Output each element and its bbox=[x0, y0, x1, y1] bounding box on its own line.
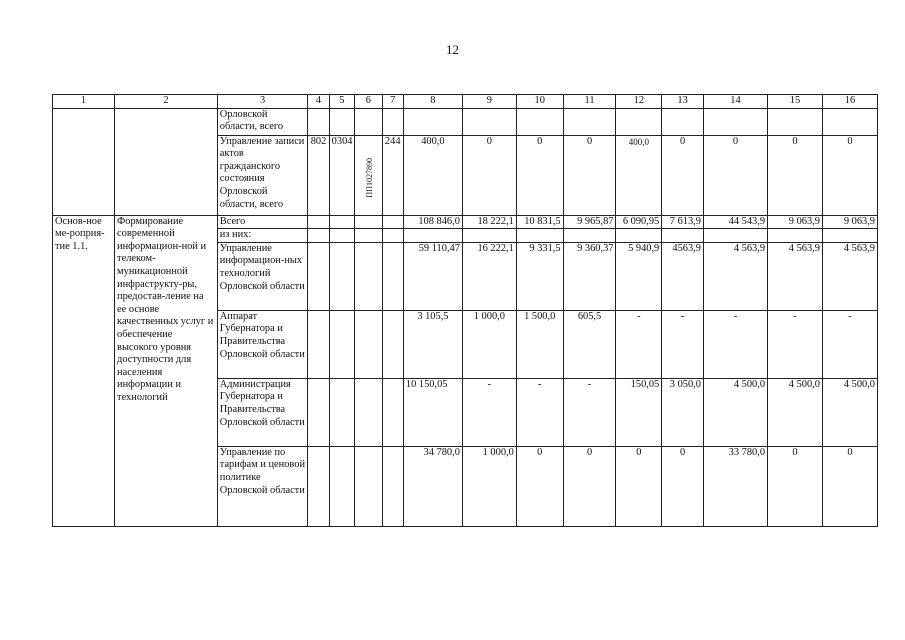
value-cell: - bbox=[616, 310, 662, 378]
value-cell: 4 500,0 bbox=[768, 378, 823, 446]
value-cell: 605,5 bbox=[563, 310, 616, 378]
value-cell: 9 360,37 bbox=[563, 242, 616, 310]
header-cell: 8 bbox=[403, 95, 462, 109]
value-cell: 400,0 bbox=[616, 135, 662, 215]
header-cell: 6 bbox=[355, 95, 382, 109]
rz-code: 0304 bbox=[329, 135, 354, 215]
header-cell: 13 bbox=[662, 95, 704, 109]
org-cell: Управление информацион-ных технологий Орловской области bbox=[217, 242, 308, 310]
value-cell: 10 831,5 bbox=[516, 215, 563, 229]
value-cell: 44 543,9 bbox=[703, 215, 767, 229]
table-row bbox=[53, 108, 878, 135]
header-row bbox=[53, 95, 878, 109]
value-cell: 0 bbox=[822, 446, 877, 526]
value-cell: - bbox=[703, 310, 767, 378]
header-cell: 9 bbox=[462, 95, 516, 109]
value-cell: 3 050,0 bbox=[662, 378, 704, 446]
budget-table bbox=[52, 94, 878, 527]
value-cell: 18 222,1 bbox=[462, 215, 516, 229]
page-number: 12 bbox=[446, 42, 459, 57]
cell-empty bbox=[115, 108, 218, 215]
value-cell: 0 bbox=[768, 446, 823, 526]
header-cell: 1 bbox=[53, 95, 115, 109]
value-cell: 4 563,9 bbox=[822, 242, 877, 310]
value-cell: 4 563,9 bbox=[703, 242, 767, 310]
value-cell: 0 bbox=[462, 135, 516, 215]
csr-code: ПП1027890 bbox=[365, 157, 375, 198]
value-cell: 4563,9 bbox=[662, 242, 704, 310]
value-cell: 4 500,0 bbox=[703, 378, 767, 446]
org-cell: Орловской области, всего bbox=[217, 108, 308, 135]
table-row-total bbox=[53, 215, 878, 229]
value-cell: 16 222,1 bbox=[462, 242, 516, 310]
value-cell: - bbox=[822, 310, 877, 378]
value-cell: 0 bbox=[662, 135, 704, 215]
header-cell: 14 bbox=[703, 95, 767, 109]
value-cell: 6 090,95 bbox=[616, 215, 662, 229]
header-cell: 10 bbox=[516, 95, 563, 109]
header-cell: 5 bbox=[329, 95, 354, 109]
org-cell: Всего bbox=[217, 215, 308, 229]
value-cell: 9 063,9 bbox=[768, 215, 823, 229]
value-cell: 33 780,0 bbox=[703, 446, 767, 526]
value-cell: 0 bbox=[703, 135, 767, 215]
value-cell: 10 150,05 bbox=[403, 378, 462, 446]
value-cell: - bbox=[462, 378, 516, 446]
value-cell: - bbox=[768, 310, 823, 378]
header-cell: 4 bbox=[308, 95, 329, 109]
header-cell: 12 bbox=[616, 95, 662, 109]
value-cell: 0 bbox=[616, 446, 662, 526]
value-cell: 1 000,0 bbox=[462, 446, 516, 526]
header-cell: 16 bbox=[822, 95, 877, 109]
value-cell: 108 846,0 bbox=[403, 215, 462, 229]
value-cell: 150,05 bbox=[616, 378, 662, 446]
value-cell: 5 940,9 bbox=[616, 242, 662, 310]
header-cell: 2 bbox=[115, 95, 218, 109]
org-cell: Управление по тарифам и ценовой политике Орловской области bbox=[217, 446, 308, 526]
value-cell: - bbox=[516, 378, 563, 446]
value-cell: 4 563,9 bbox=[768, 242, 823, 310]
value-cell: 0 bbox=[822, 135, 877, 215]
value-cell: 59 110,47 bbox=[403, 242, 462, 310]
header-cell: 15 bbox=[768, 95, 823, 109]
vr-code: 244 bbox=[382, 135, 403, 215]
cell-empty bbox=[53, 108, 115, 215]
value-cell: 1 500,0 bbox=[516, 310, 563, 378]
value-cell: 0 bbox=[563, 135, 616, 215]
value-cell: 1 000,0 bbox=[462, 310, 516, 378]
value-cell: - bbox=[563, 378, 616, 446]
gr-code: 802 bbox=[308, 135, 329, 215]
org-cell: из них: bbox=[217, 229, 308, 243]
value-cell: 0 bbox=[516, 446, 563, 526]
value-cell: 4 500,0 bbox=[822, 378, 877, 446]
value-cell: 3 105,5 bbox=[403, 310, 462, 378]
header-cell: 11 bbox=[563, 95, 616, 109]
measure-number: Основ-ное ме-роприя-тие 1.1. bbox=[53, 215, 115, 526]
header-cell: 3 bbox=[217, 95, 308, 109]
value-cell: - bbox=[662, 310, 704, 378]
measure-name: Формирование современной информацион-ной и телеком-муникационной инфраструкту-ры, предостав-ление на ее основе качественных услуг и обеспечение высокого уровня доступности для населения информации и технологий bbox=[115, 215, 218, 526]
org-cell: Аппарат Губернатора и Правительства Орловской области bbox=[217, 310, 308, 378]
value-cell: 9 331,5 bbox=[516, 242, 563, 310]
org-cell: Управление записи актов гражданского состояния Орловской области, всего bbox=[217, 135, 308, 215]
value-cell: 9 063,9 bbox=[822, 215, 877, 229]
header-cell: 7 bbox=[382, 95, 403, 109]
value-cell: 0 bbox=[516, 135, 563, 215]
value-cell: 0 bbox=[563, 446, 616, 526]
value-cell: 400,0 bbox=[403, 135, 462, 215]
value-cell: 0 bbox=[768, 135, 823, 215]
value-cell: 34 780,0 bbox=[403, 446, 462, 526]
value-cell: 9 965,87 bbox=[563, 215, 616, 229]
value-cell: 7 613,9 bbox=[662, 215, 704, 229]
value-cell: 0 bbox=[662, 446, 704, 526]
org-cell: Администрация Губернатора и Правительства Орловской области bbox=[217, 378, 308, 446]
